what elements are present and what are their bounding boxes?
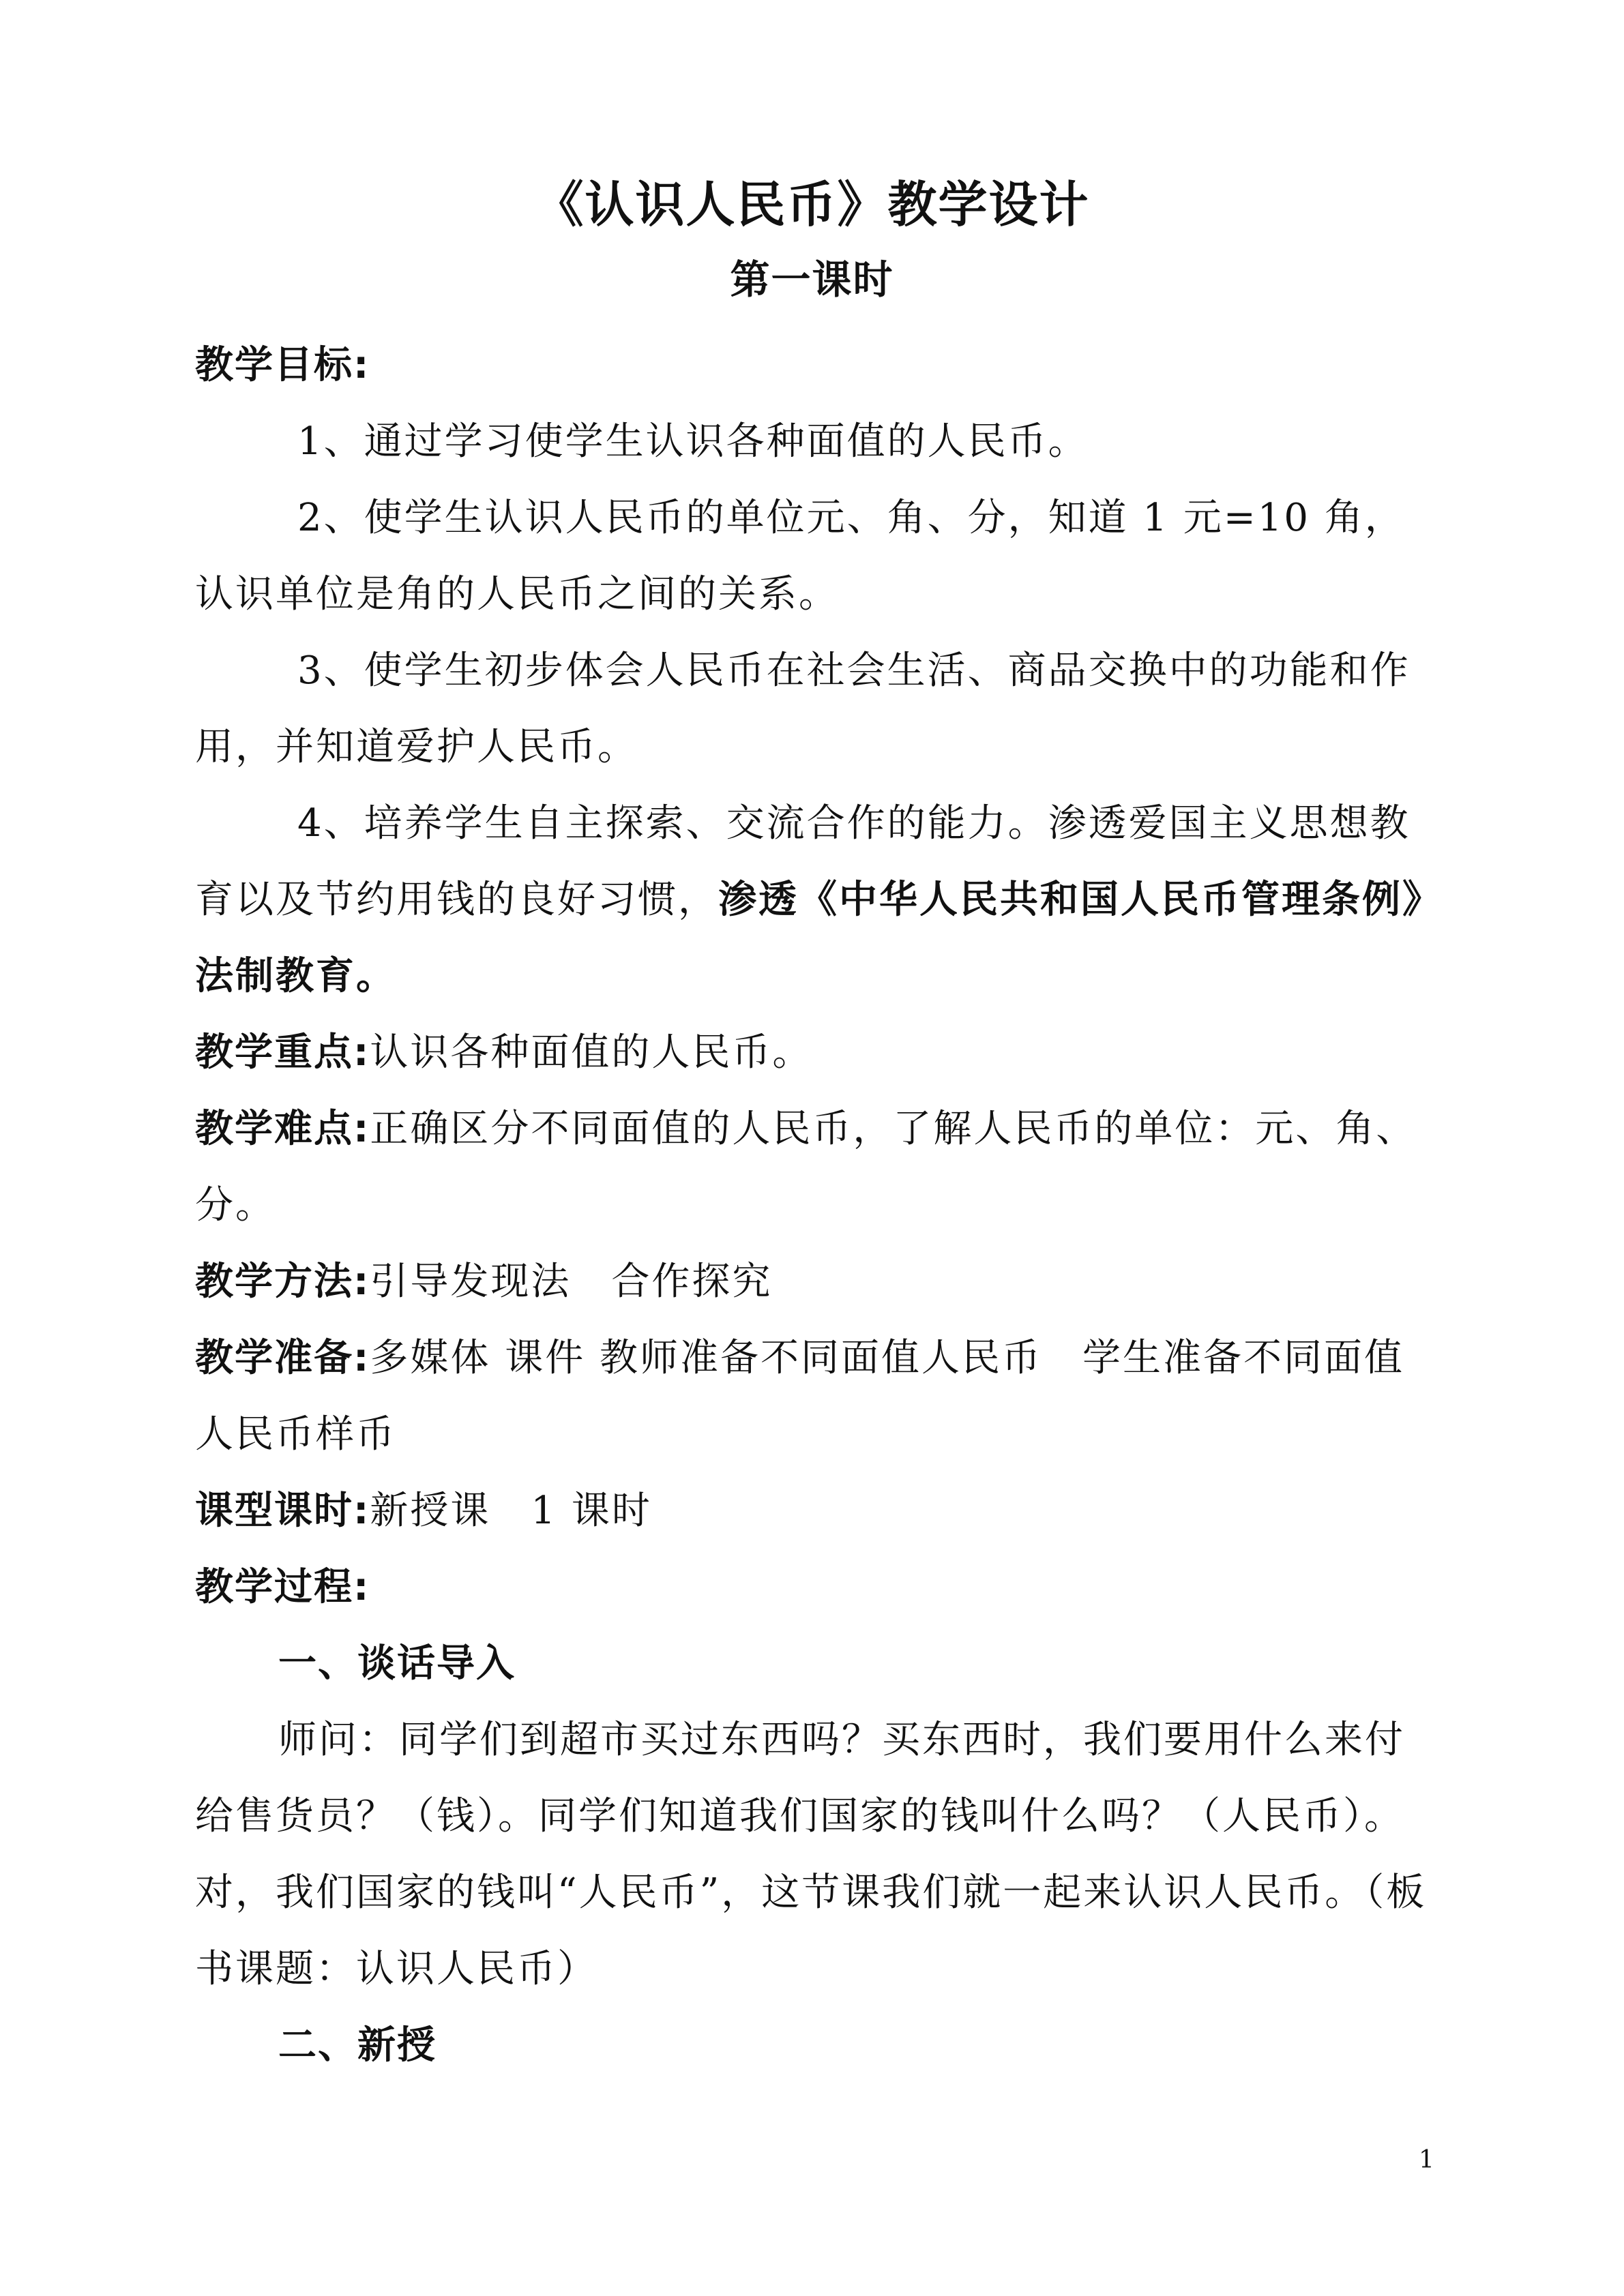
objective-item-3: 3、使学生初步体会人民币在社会生活、商品交换中的功能和作用，并知道爱护人民币。 [195, 648, 1411, 769]
difficulty-label: 教学难点: [195, 1107, 370, 1151]
lesson-type-text: 新授课 1 课时 [370, 1489, 652, 1533]
objective-item-2: 2、使学生认识人民币的单位元、角、分，知道 1 元=10 角，认识单位是角的人民币之间的关系。 [195, 496, 1405, 616]
objective-4-text: 4、培养学生自主探索、交流合作的能力。渗透爱国主义思想教育以及节约用钱的良好习惯， [195, 801, 1411, 922]
document-body [195, 327, 1436, 2084]
section-1-heading: 一、谈话导入 [278, 1641, 516, 1686]
document-title: 《认识人民币》教学设计 [534, 176, 1090, 233]
lesson-type-label: 课型课时: [195, 1489, 370, 1533]
key-point-label: 教学重点: [195, 1030, 370, 1075]
prep-label: 教学准备: [195, 1336, 370, 1380]
key-point-text: 认识各种面值的人民币。 [370, 1030, 813, 1075]
prep-text: 多媒体 课件 教师准备不同面值人民币 学生准备不同面值人民币样币 [195, 1336, 1405, 1457]
difficulty-text: 正确区分不同面值的人民币，了解人民币的单位：元、角、分。 [195, 1107, 1417, 1227]
key-point-line [195, 1015, 1436, 1091]
objective-item-1: 1、通过学习使学生认识各种面值的人民币。 [297, 419, 1089, 464]
page-number: 1 [1419, 2146, 1434, 2174]
method-label: 教学方法: [195, 1259, 370, 1304]
section-1-text: 师问：同学们到超市买过东西吗？买东西时，我们要用什么来付给售货员？（钱）。同学们知道我们国家的钱叫什么吗？（人民币）。对，我们国家的钱叫“人民币”，这节课我们就一起来认识人民币。（板书课题：认识人民币） [195, 1718, 1427, 1991]
section-2-heading: 二、新授 [278, 2023, 437, 2068]
difficulty-line [195, 1091, 1436, 1244]
prep-line [195, 1320, 1436, 1473]
process-heading: 教学过程: [195, 1565, 370, 1609]
document-subtitle: 第一课时 [730, 256, 894, 303]
method-line [195, 1244, 1436, 1320]
objective-4-bold-text: 渗透《中华人民共和国人民币管理条例》法制教育。 [195, 878, 1423, 998]
lesson-type-line [195, 1473, 1436, 1549]
objective-item-4 [195, 786, 1436, 1015]
objectives-heading: 教学目标: [195, 343, 370, 387]
method-text: 引导发现法 合作探究 [370, 1259, 773, 1304]
